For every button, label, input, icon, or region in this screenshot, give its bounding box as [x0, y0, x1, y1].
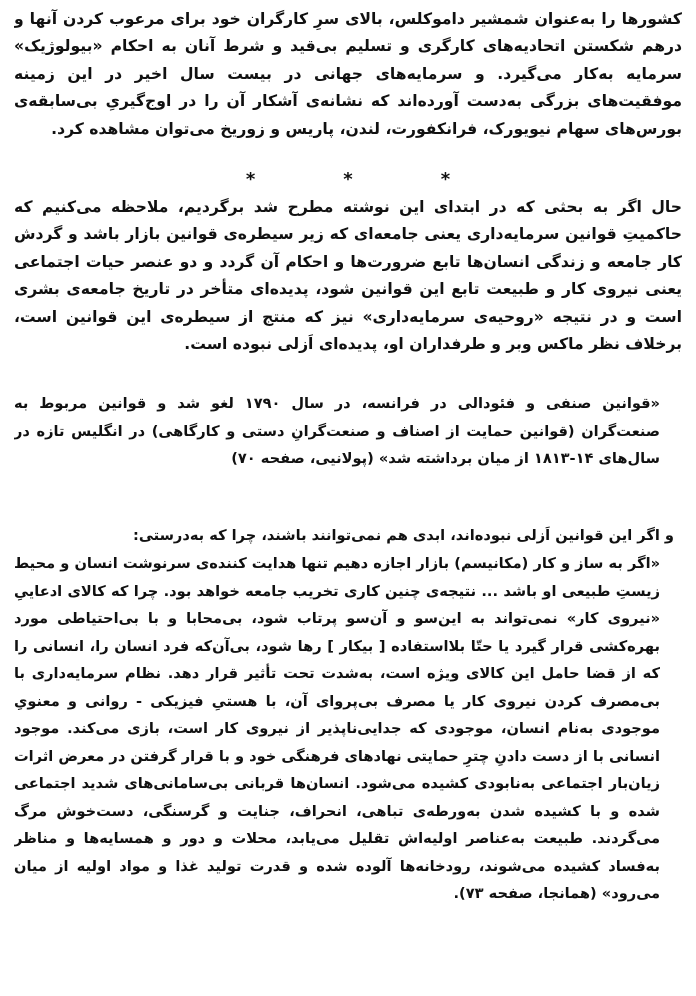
paragraph-top: کشورها را به‌عنوان شمشیر داموکلس، بالای سرِ کارگران خود برای مرعوب کردن آنها و درهم شکستن اتحادیه‌های کارگری و تسلیم بی‌قید و شرط آنان به احکام «بیولوژیک» سرمایه به‌کار می‌گیرد. و سرمایه‌های جهانی در بیست سال اخیر در این زمینه موفقیت‌های بزرگی به‌دست آورده‌اند که نشانه‌ی آشکار آن را در اوج‌گیریِ بی‌سابقه‌ی بورس‌های سهام نیویورک، فرانکفورت، لندن، پاریس و زوریخ می‌توان مشاهده کرد.: [14, 10, 682, 138]
section-separator: [14, 166, 682, 194]
quote-polanyi-70: «قوانین صنفی و فئودالی در فرانسه، در سال ۱۷۹۰ لغو شد و قوانین مربوط به صنعت‌گران (قوانین حمایت از اصناف و صنعت‌گرانِ دستی و کارگاهی) در انگلیس تازه در سال‌های ۱۴-۱۸۱۳ از میان برداشته شد» (پولانیی، صفحه ۷۰): [14, 395, 660, 467]
transition-line: و اگر این قوانین اَزلی نبوده‌اند، ابدی هم نمی‌توانند باشند، چرا که به‌درستی:: [133, 527, 674, 544]
quote-polanyi-73: «اگر به ساز و کار (مکانیسم) بازار اجازه دهیم تنها هدایت کننده‌ی سرنوشت انسان و محیط زیستِ طبیعی او باشد ... نتیجه‌ی چنین کاری تخریب جامعه خواهد بود. چرا که کالای ادعاییِ «نیروی کار» نمی‌تواند به این‌سو و آن‌سو پرتاب شود، بی‌محابا و با بی‌احتیاطی مورد بهره‌کشی قرار گیرد یا حتّا بلااستفاده [ بیکار ] رها شود، بی‌آن‌که فرد انسان را، انسانی را که از قضا حامل این کالای ویژه است، به‌شدت تحت تأثیر قرار دهد. نظام سرمایه‌داری با بی‌مصرف کردن نیروی کار یا مصرف بی‌پروای آن، با هستیِ فیزیکی - روانی و معنویِ موجودی به‌نام انسان، موجودی که جدایی‌ناپذیر از نیروی کار است، بازی می‌کند. موجود انسانی با از دست دادنِ چترِ حمایتی نهادهای فرهنگی خود و با قرار گرفتن در معرض اثرات زیان‌بار اجتماعی به‌نابودی کشیده می‌شود. انسان‌ها قربانی بی‌سامانی‌های شدید اجتماعی شده و با کشیده شدن به‌ورطه‌ی تباهی، انحراف، جنایت و گرسنگی، دست‌خوش مرگ می‌گردند. طبیعت به‌عناصر اولیه‌اش تقلیل می‌یابد، محلات و دور و همسایه‌ها و مناظر به‌فساد کشیده می‌شوند، رودخانه‌ها آلوده شده و قدرت تولید غذا و مواد اولیه از میان می‌رود» (همانجا، صفحه ۷۳).: [14, 555, 660, 902]
separator-star: *: [343, 169, 353, 190]
paragraph-main: حال اگر به بحثی که در ابتدای این نوشته مطرح شد برگردیم، ملاحظه می‌کنیم که حاکمیتِ قوانین سرمایه‌داری یعنی جامعه‌ای که زیر سیطره‌ی قوانین بازار باشد و گردش کار جامعه و زندگی انسان‌ها تابع ضرورت‌ها و احکام آن گردد و دو عنصر حیات اجتماعی یعنی نیروی کار و طبیعت تابع این قوانین شود، پدیده‌ای متأخر در تاریخ جامعه‌ی بشری است و در نتیجه «روحیه‌ی سرمایه‌داری» نیز که منتج از سیطره‌ی این قوانین است، برخلاف نظر ماکس وبر و طرفداران او، پدیده‌ای اَزلی نبوده است.: [14, 198, 682, 354]
separator-star: *: [440, 169, 451, 190]
separator-star: *: [245, 169, 256, 190]
